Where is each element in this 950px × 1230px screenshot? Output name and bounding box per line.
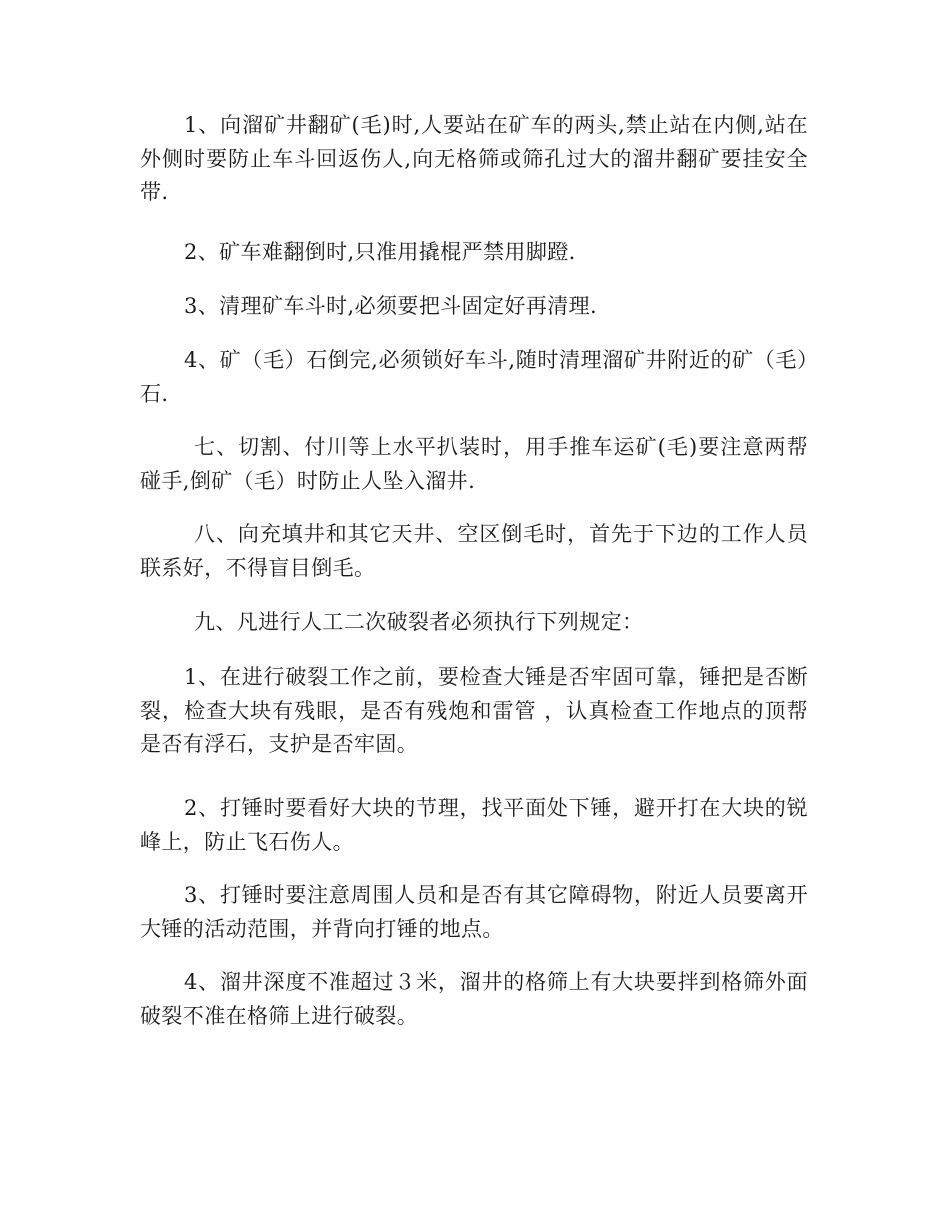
paragraph-breaking-rule-4: 4、溜井深度不准超过３米，溜井的格筛上有大块要拌到格筛外面破裂不准在格筛上进行破裂。 [140, 970, 808, 1028]
paragraph-breaking-rule-1: 1、在进行破裂工作之前，要检查大锤是否牢固可靠，锤把是否断裂，检查大块有残眼，是否有残炮和雷管 ，认真检查工作地点的顶帮是否有浮石，支护是否牢固。 [140, 665, 808, 756]
paragraph-breaking-rule-3: 3、打锤时要注意周围人员和是否有其它障碍物，附近人员要离开大锤的活动范围，并背向打锤的地点。 [140, 883, 808, 941]
paragraph-rule-4-lock-bucket: 4、矿（毛）石倒完,必须锁好车斗,随时清理溜矿井附近的矿（毛）石. [140, 348, 808, 406]
paragraph-section-9-heading: 九、凡进行人工二次破裂者必须执行下列规定： [194, 610, 644, 634]
paragraph-rule-2-crowbar: 2、矿车难翻倒时,只准用撬棍严禁用脚蹬. [184, 240, 576, 264]
paragraph-section-7: 七、切割、付川等上水平扒装时，用手推车运矿(毛)要注意两帮碰手,倒矿（毛）时防止人坠入溜井. [140, 435, 808, 493]
paragraph-rule-3-cleaning: 3、清理矿车斗时,必须要把斗固定好再清理. [184, 294, 598, 318]
paragraph-section-8: 八、向充填井和其它天井、空区倒毛时，首先于下边的工作人员联系好，不得盲目倒毛。 [140, 522, 808, 580]
paragraph-rule-1-dumping: 1、向溜矿井翻矿(毛)时,人要站在矿车的两头,禁止站在内侧,站在外侧时要防止车斗回返伤人,向无格筛或筛孔过大的溜井翻矿要挂安全带. [140, 113, 808, 204]
paragraph-breaking-rule-2: 2、打锤时要看好大块的节理，找平面处下锤，避开打在大块的锐峰上，防止飞石伤人。 [140, 796, 808, 854]
